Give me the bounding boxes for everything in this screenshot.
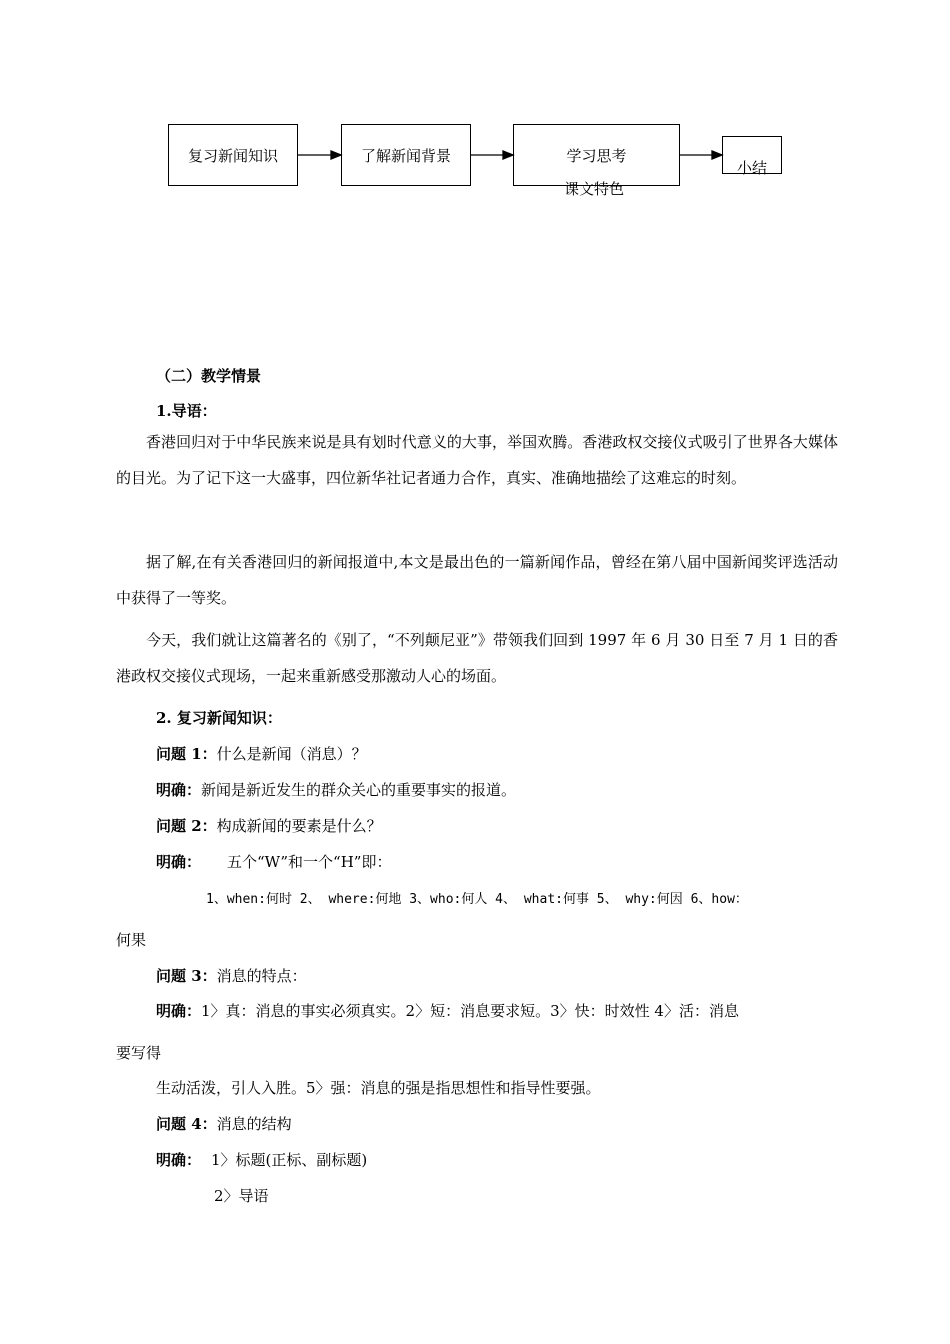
question-text: 消息的结构	[216, 1115, 292, 1133]
answer-1	[156, 780, 886, 800]
answer-text: 五个“W”和一个“H”即：	[227, 853, 392, 871]
answer-4	[156, 1150, 886, 1170]
intro-paragraph: 香港回归对于中华民族来说是具有划时代意义的大事，举国欢腾。香港政权交接仪式吸引了世界各大媒体的目光。为了记下这一大盛事，四位新华社记者通力合作，真实、准确地描绘了这难忘的时刻。	[116, 433, 838, 487]
question-1	[156, 744, 886, 764]
question-text: 构成新闻的要素是什么？	[216, 817, 382, 835]
question-label: 问题 2：	[156, 817, 217, 835]
flow-step-label: 学习思考	[566, 147, 627, 165]
intro-paragraph: 今天，我们就让这篇著名的《别了，“不列颠尼亚”》带领我们回到 1997 年 6 月 30 日至 7 月 1 日的香港政权交接仪式现场，一起来重新感受那激动人心的场面。	[116, 631, 838, 685]
answer-label: 明确：	[156, 853, 202, 871]
question-3	[156, 966, 886, 986]
flow-step-label: 复习新闻知识	[187, 146, 278, 165]
section-title: （二）教学情景	[156, 367, 262, 385]
news-elements-list	[206, 888, 936, 910]
intro-heading: 1.导语：	[156, 402, 217, 420]
flow-step-label-line2: 课文特色	[564, 180, 625, 198]
question-4	[156, 1114, 886, 1134]
answer-3	[156, 1001, 886, 1021]
answer-label: 明确：	[156, 1002, 202, 1020]
answer-text: 1〉真：消息的事实必须真实。2〉短：消息要求短。3〉快：时效性 4〉活：消息	[201, 1002, 739, 1020]
answer-text: 新闻是新近发生的群众关心的重要事实的报道。	[201, 781, 517, 799]
review-heading: 2. 复习新闻知识：	[156, 709, 282, 727]
structure-item: 1〉标题(正标、副标题)	[211, 1151, 368, 1169]
news-elements-list-cont: 何果	[116, 931, 147, 949]
question-text: 什么是新闻（消息）？	[216, 745, 367, 763]
question-label: 问题 3：	[156, 967, 217, 985]
structure-item: 2〉导语	[214, 1187, 269, 1205]
flow-step-label: 了解新闻背景	[360, 146, 451, 165]
question-2	[156, 816, 886, 836]
answer-3-cont: 要写得	[116, 1044, 162, 1062]
answer-label: 明确：	[156, 1151, 202, 1169]
intro-paragraph: 据了解,在有关香港回归的新闻报道中,本文是最出色的一篇新闻作品，曾经在第八届中国新闻奖评选活动中获得了一等奖。	[116, 553, 838, 607]
elements-list-text: 1、when:何时 2、 where:何地 3、who:何人 4、 what:何事 5、 why:何因 6、how：	[206, 892, 748, 907]
flow-arrowhead-3	[712, 151, 722, 159]
answer-2	[156, 852, 886, 872]
question-label: 问题 4：	[156, 1115, 217, 1133]
flow-arrowhead-2	[503, 151, 513, 159]
answer-3-cont: 生动活泼，引人入胜。5〉强：消息的强是指思想性和指导性要强。	[156, 1079, 601, 1097]
answer-label: 明确：	[156, 781, 202, 799]
flow-arrowhead-1	[331, 151, 341, 159]
flow-arrows	[0, 0, 950, 220]
flow-step-label: 小结	[736, 159, 767, 177]
question-label: 问题 1：	[156, 745, 217, 763]
question-text: 消息的特点：	[216, 967, 307, 985]
